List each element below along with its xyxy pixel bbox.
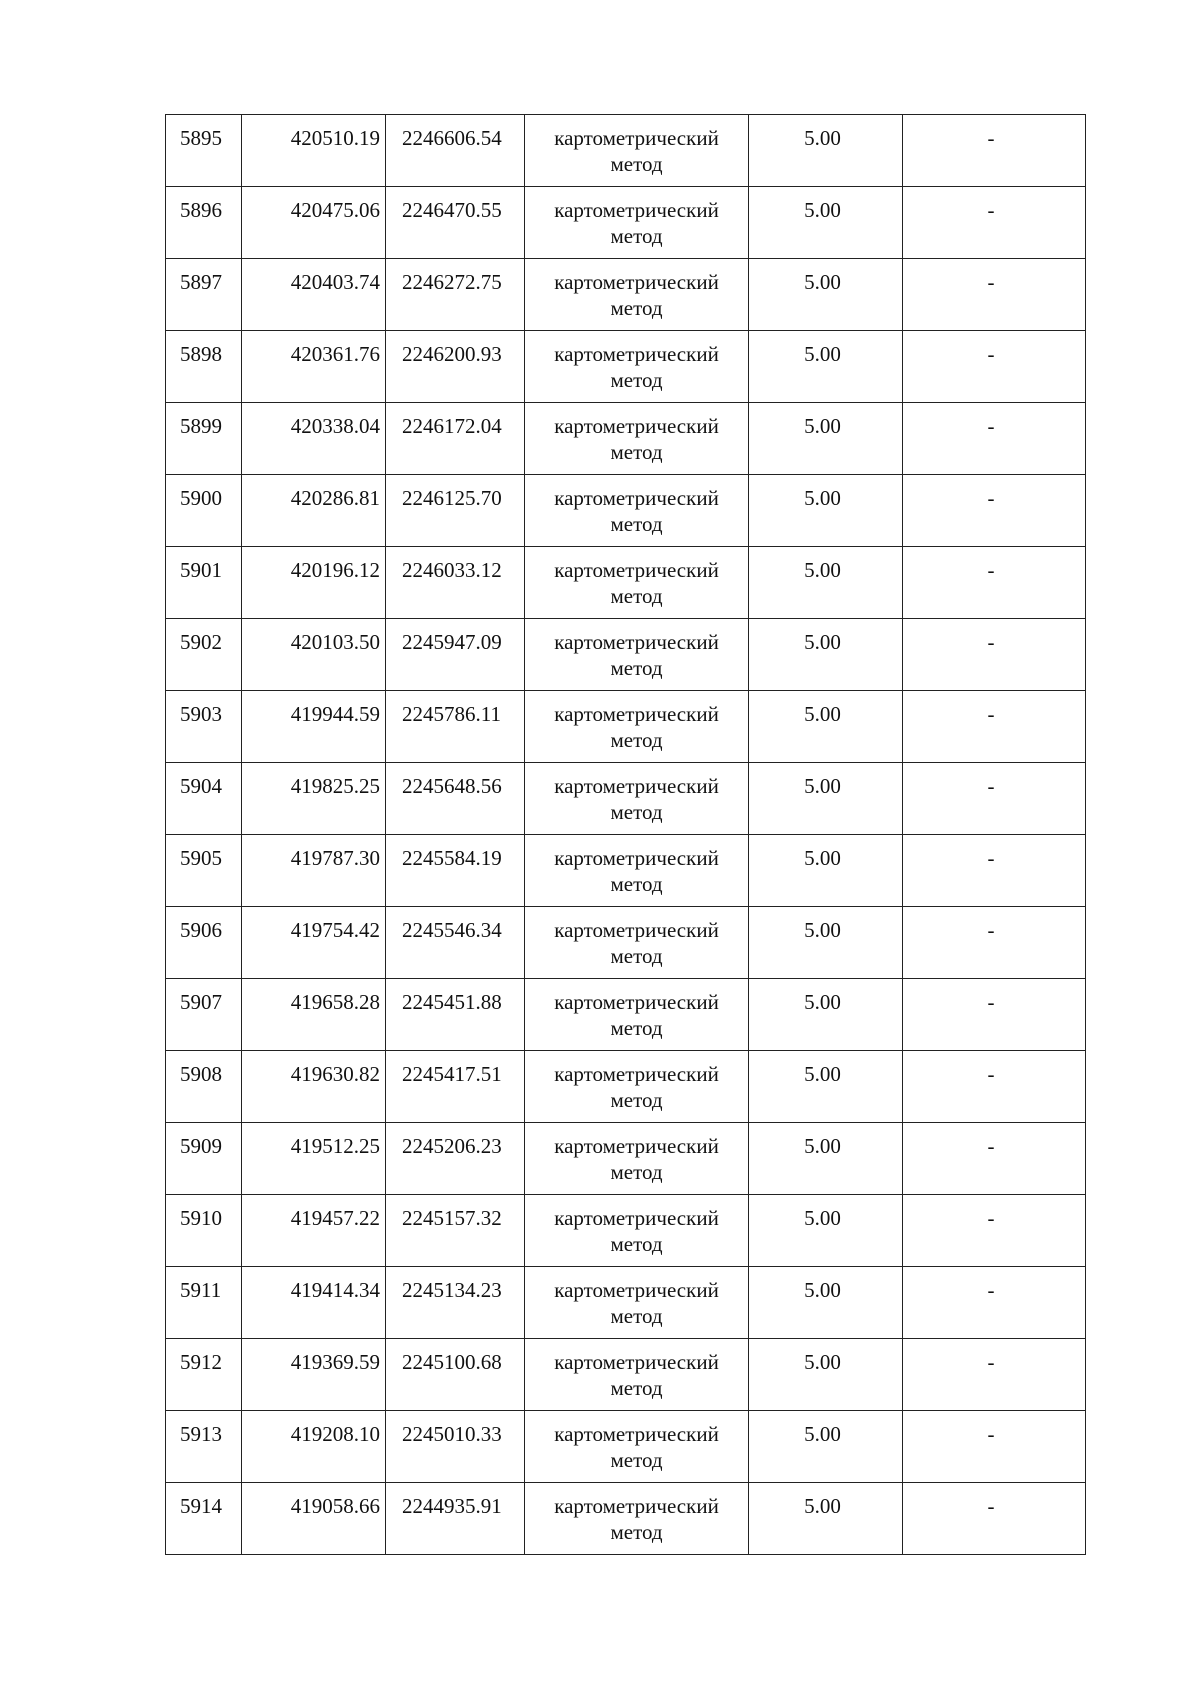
method-cell: картометрический метод bbox=[525, 835, 749, 907]
method-cell: картометрический метод bbox=[525, 475, 749, 547]
table-row bbox=[166, 619, 1086, 691]
x-coordinate-cell: 420403.74 bbox=[242, 259, 386, 331]
point-number-cell: 5903 bbox=[166, 691, 242, 763]
method-cell: картометрический метод bbox=[525, 331, 749, 403]
y-coordinate-cell: 2246200.93 bbox=[386, 331, 525, 403]
accuracy-cell: 5.00 bbox=[749, 403, 903, 475]
note-cell: - bbox=[903, 1123, 1086, 1195]
point-number-cell: 5904 bbox=[166, 763, 242, 835]
method-cell: картометрический метод bbox=[525, 1483, 749, 1555]
method-cell: картометрический метод bbox=[525, 763, 749, 835]
x-coordinate-cell: 420286.81 bbox=[242, 475, 386, 547]
x-coordinate-cell: 420103.50 bbox=[242, 619, 386, 691]
note-cell: - bbox=[903, 1195, 1086, 1267]
note-cell: - bbox=[903, 1267, 1086, 1339]
y-coordinate-cell: 2246033.12 bbox=[386, 547, 525, 619]
note-cell: - bbox=[903, 979, 1086, 1051]
table-row bbox=[166, 1123, 1086, 1195]
method-cell: картометрический метод bbox=[525, 619, 749, 691]
x-coordinate-cell: 419944.59 bbox=[242, 691, 386, 763]
method-cell: картометрический метод bbox=[525, 979, 749, 1051]
note-cell: - bbox=[903, 259, 1086, 331]
method-cell: картометрический метод bbox=[525, 259, 749, 331]
point-number-cell: 5897 bbox=[166, 259, 242, 331]
table-row bbox=[166, 1483, 1086, 1555]
note-cell: - bbox=[903, 619, 1086, 691]
point-number-cell: 5914 bbox=[166, 1483, 242, 1555]
accuracy-cell: 5.00 bbox=[749, 331, 903, 403]
x-coordinate-cell: 419630.82 bbox=[242, 1051, 386, 1123]
point-number-cell: 5896 bbox=[166, 187, 242, 259]
x-coordinate-cell: 419658.28 bbox=[242, 979, 386, 1051]
y-coordinate-cell: 2245010.33 bbox=[386, 1411, 525, 1483]
accuracy-cell: 5.00 bbox=[749, 1411, 903, 1483]
coordinates-table bbox=[165, 114, 1086, 1555]
table-row bbox=[166, 763, 1086, 835]
point-number-cell: 5907 bbox=[166, 979, 242, 1051]
y-coordinate-cell: 2245417.51 bbox=[386, 1051, 525, 1123]
x-coordinate-cell: 420475.06 bbox=[242, 187, 386, 259]
y-coordinate-cell: 2245206.23 bbox=[386, 1123, 525, 1195]
point-number-cell: 5909 bbox=[166, 1123, 242, 1195]
method-cell: картометрический метод bbox=[525, 1267, 749, 1339]
x-coordinate-cell: 420338.04 bbox=[242, 403, 386, 475]
x-coordinate-cell: 419208.10 bbox=[242, 1411, 386, 1483]
x-coordinate-cell: 420510.19 bbox=[242, 115, 386, 187]
point-number-cell: 5901 bbox=[166, 547, 242, 619]
point-number-cell: 5910 bbox=[166, 1195, 242, 1267]
accuracy-cell: 5.00 bbox=[749, 1195, 903, 1267]
method-cell: картометрический метод bbox=[525, 1411, 749, 1483]
table-row bbox=[166, 331, 1086, 403]
note-cell: - bbox=[903, 115, 1086, 187]
table-row bbox=[166, 187, 1086, 259]
method-cell: картометрический метод bbox=[525, 187, 749, 259]
point-number-cell: 5912 bbox=[166, 1339, 242, 1411]
point-number-cell: 5898 bbox=[166, 331, 242, 403]
point-number-cell: 5908 bbox=[166, 1051, 242, 1123]
table-row bbox=[166, 475, 1086, 547]
note-cell: - bbox=[903, 403, 1086, 475]
point-number-cell: 5895 bbox=[166, 115, 242, 187]
table-row bbox=[166, 547, 1086, 619]
accuracy-cell: 5.00 bbox=[749, 979, 903, 1051]
y-coordinate-cell: 2245451.88 bbox=[386, 979, 525, 1051]
y-coordinate-cell: 2246272.75 bbox=[386, 259, 525, 331]
point-number-cell: 5900 bbox=[166, 475, 242, 547]
note-cell: - bbox=[903, 763, 1086, 835]
table-row bbox=[166, 907, 1086, 979]
table-row bbox=[166, 1411, 1086, 1483]
accuracy-cell: 5.00 bbox=[749, 1339, 903, 1411]
note-cell: - bbox=[903, 547, 1086, 619]
x-coordinate-cell: 420196.12 bbox=[242, 547, 386, 619]
method-cell: картометрический метод bbox=[525, 115, 749, 187]
table-row bbox=[166, 1051, 1086, 1123]
note-cell: - bbox=[903, 331, 1086, 403]
method-cell: картометрический метод bbox=[525, 1195, 749, 1267]
x-coordinate-cell: 420361.76 bbox=[242, 331, 386, 403]
table-row bbox=[166, 1267, 1086, 1339]
point-number-cell: 5913 bbox=[166, 1411, 242, 1483]
note-cell: - bbox=[903, 907, 1086, 979]
accuracy-cell: 5.00 bbox=[749, 1123, 903, 1195]
accuracy-cell: 5.00 bbox=[749, 259, 903, 331]
note-cell: - bbox=[903, 1483, 1086, 1555]
method-cell: картометрический метод bbox=[525, 1123, 749, 1195]
accuracy-cell: 5.00 bbox=[749, 835, 903, 907]
y-coordinate-cell: 2246606.54 bbox=[386, 115, 525, 187]
x-coordinate-cell: 419754.42 bbox=[242, 907, 386, 979]
x-coordinate-cell: 419825.25 bbox=[242, 763, 386, 835]
table-row bbox=[166, 835, 1086, 907]
accuracy-cell: 5.00 bbox=[749, 1051, 903, 1123]
point-number-cell: 5905 bbox=[166, 835, 242, 907]
accuracy-cell: 5.00 bbox=[749, 115, 903, 187]
note-cell: - bbox=[903, 475, 1086, 547]
y-coordinate-cell: 2245100.68 bbox=[386, 1339, 525, 1411]
table-row bbox=[166, 403, 1086, 475]
accuracy-cell: 5.00 bbox=[749, 475, 903, 547]
y-coordinate-cell: 2245546.34 bbox=[386, 907, 525, 979]
table-row bbox=[166, 259, 1086, 331]
method-cell: картометрический метод bbox=[525, 547, 749, 619]
coordinates-table-body bbox=[166, 115, 1086, 1555]
point-number-cell: 5902 bbox=[166, 619, 242, 691]
accuracy-cell: 5.00 bbox=[749, 763, 903, 835]
x-coordinate-cell: 419787.30 bbox=[242, 835, 386, 907]
table-row bbox=[166, 979, 1086, 1051]
method-cell: картометрический метод bbox=[525, 691, 749, 763]
note-cell: - bbox=[903, 835, 1086, 907]
accuracy-cell: 5.00 bbox=[749, 907, 903, 979]
note-cell: - bbox=[903, 187, 1086, 259]
accuracy-cell: 5.00 bbox=[749, 1267, 903, 1339]
y-coordinate-cell: 2246172.04 bbox=[386, 403, 525, 475]
accuracy-cell: 5.00 bbox=[749, 691, 903, 763]
y-coordinate-cell: 2245584.19 bbox=[386, 835, 525, 907]
x-coordinate-cell: 419058.66 bbox=[242, 1483, 386, 1555]
point-number-cell: 5899 bbox=[166, 403, 242, 475]
y-coordinate-cell: 2246470.55 bbox=[386, 187, 525, 259]
note-cell: - bbox=[903, 691, 1086, 763]
point-number-cell: 5911 bbox=[166, 1267, 242, 1339]
accuracy-cell: 5.00 bbox=[749, 187, 903, 259]
note-cell: - bbox=[903, 1051, 1086, 1123]
table-row bbox=[166, 115, 1086, 187]
x-coordinate-cell: 419457.22 bbox=[242, 1195, 386, 1267]
y-coordinate-cell: 2245947.09 bbox=[386, 619, 525, 691]
note-cell: - bbox=[903, 1339, 1086, 1411]
y-coordinate-cell: 2245134.23 bbox=[386, 1267, 525, 1339]
method-cell: картометрический метод bbox=[525, 1339, 749, 1411]
table-row bbox=[166, 1195, 1086, 1267]
method-cell: картометрический метод bbox=[525, 403, 749, 475]
y-coordinate-cell: 2245648.56 bbox=[386, 763, 525, 835]
x-coordinate-cell: 419512.25 bbox=[242, 1123, 386, 1195]
accuracy-cell: 5.00 bbox=[749, 547, 903, 619]
y-coordinate-cell: 2245157.32 bbox=[386, 1195, 525, 1267]
table-row bbox=[166, 691, 1086, 763]
y-coordinate-cell: 2246125.70 bbox=[386, 475, 525, 547]
x-coordinate-cell: 419414.34 bbox=[242, 1267, 386, 1339]
point-number-cell: 5906 bbox=[166, 907, 242, 979]
accuracy-cell: 5.00 bbox=[749, 1483, 903, 1555]
method-cell: картометрический метод bbox=[525, 1051, 749, 1123]
note-cell: - bbox=[903, 1411, 1086, 1483]
x-coordinate-cell: 419369.59 bbox=[242, 1339, 386, 1411]
method-cell: картометрический метод bbox=[525, 907, 749, 979]
y-coordinate-cell: 2244935.91 bbox=[386, 1483, 525, 1555]
table-row bbox=[166, 1339, 1086, 1411]
accuracy-cell: 5.00 bbox=[749, 619, 903, 691]
y-coordinate-cell: 2245786.11 bbox=[386, 691, 525, 763]
